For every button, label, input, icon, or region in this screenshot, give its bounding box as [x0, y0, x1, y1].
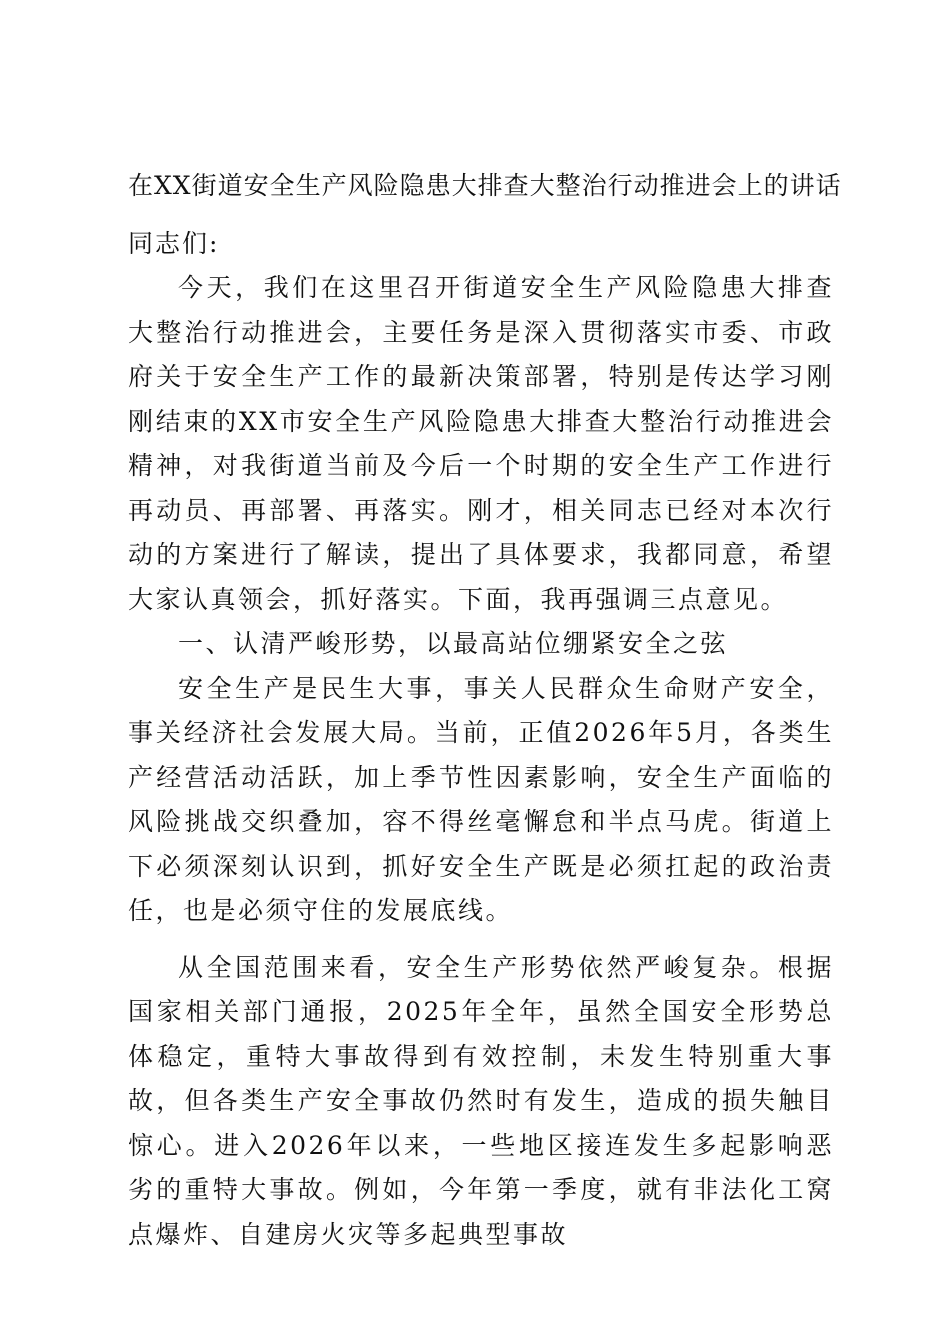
paragraph-section-1-b: 从全国范围来看，安全生产形势依然严峻复杂。根据国家相关部门通报，2025年全年，虽然全国安全形势总体稳定，重特大事故得到有效控制，未发生特别重大事故，但各类生产安全事故仍然时有发生，造成的损失触目惊心。进入2026年以来，一些地区接连发生多起影响恶劣的重特大事故。例如，今年第一季度，就有非法化工窝点爆炸、自建房火灾等多起典型事故: [128, 952, 834, 1249]
document-body: [128, 266, 834, 1257]
section-heading-1: 一、认清严峻形势，以最高站位绷紧安全之弦: [178, 629, 729, 658]
paragraph-section-1-a: 安全生产是民生大事，事关人民群众生命财产安全，事关经济社会发展大局。当前，正值2026年5月，各类生产经营活动活跃，加上季节性因素影响，安全生产面临的风险挑战交织叠加，容不得丝毫懈怠和半点马虎。街道上下必须深刻认识到，抓好安全生产既是必须扛起的政治责任，也是必须守住的发展底线。: [128, 673, 834, 925]
salutation: 同志们:: [128, 229, 220, 258]
paragraph-opening: 今天，我们在这里召开街道安全生产风险隐患大排查大整治行动推进会，主要任务是深入贯彻落实市委、市政府关于安全生产工作的最新决策部署，特别是传达学习刚刚结束的XX市安全生产风险隐患大排查大整治行动推进会精神，对我街道当前及今后一个时期的安全生产工作进行再动员、再部署、再落实。刚才，相关同志已经对本次行动的方案进行了解读，提出了具体要求，我都同意，希望大家认真领会，抓好落实。下面，我再强调三点意见。: [128, 273, 834, 614]
document-title: 在XX街道安全生产风险隐患大排查大整治行动推进会上的讲话: [128, 171, 842, 200]
